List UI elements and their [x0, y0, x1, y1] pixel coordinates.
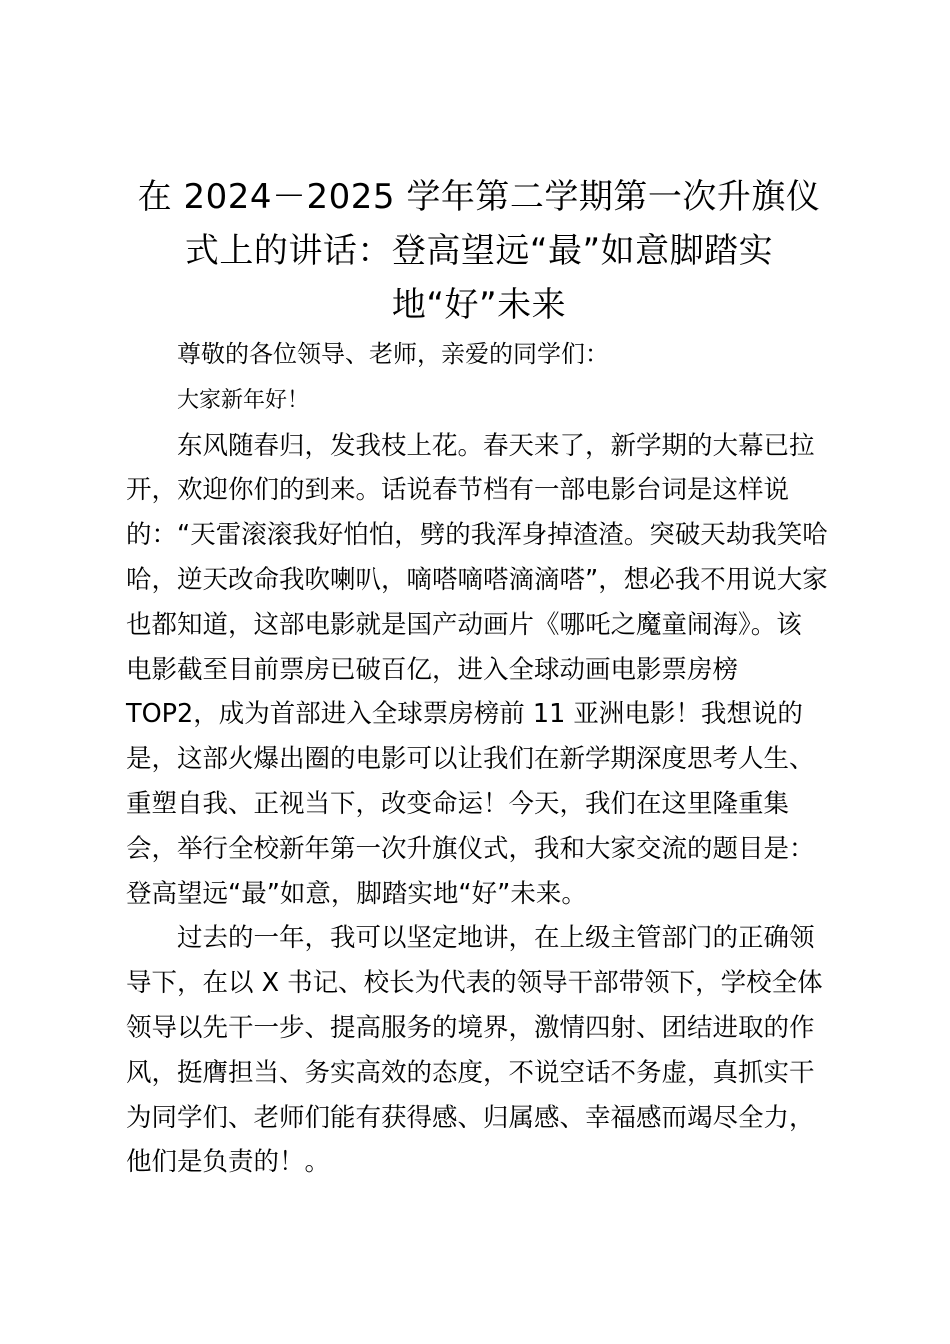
paragraph-line: 风，挺膺担当、务实高效的态度，不说空话不务虚，真抓实干 [126, 1057, 815, 1088]
paragraph-2 [126, 916, 832, 1185]
paragraph-line: 的：“天雷滚滚我好怕怕，劈的我浑身掉渣渣。突破天劫我笑哈 [126, 520, 828, 551]
paragraph-line: 会，举行全校新年第一次升旗仪式，我和大家交流的题目是： [126, 833, 815, 864]
paragraph-line: 领导以先干一步、提高服务的境界，激情四射、团结进取的作 [126, 1012, 815, 1043]
paragraph-line: 电影截至目前票房已破百亿，进入全球动画电影票房榜 [126, 654, 739, 685]
paragraph-line: 过去的一年，我可以坚定地讲，在上级主管部门的正确领 [177, 923, 815, 954]
paragraph-line: 他们是负责的！。 [126, 1147, 331, 1178]
document-title [126, 170, 832, 332]
paragraph-line: 重塑自我、正视当下，改变命运！今天，我们在这里隆重集 [126, 788, 790, 819]
paragraph-line: 导下，在以 X 书记、校长为代表的领导干部带领下，学校全体 [126, 968, 823, 999]
paragraph-line: TOP2，成为首部进入全球票房榜前 11 亚洲电影！我想说的 [126, 699, 803, 730]
document-page [126, 170, 832, 1185]
title-line-3: 地“好”未来 [391, 285, 567, 325]
greeting: 尊敬的各位领导、老师，亲爱的同学们： [177, 340, 609, 368]
paragraph-1 [126, 424, 832, 917]
paragraph-line: 登高望远“最”如意，脚踏实地“好”未来。 [126, 878, 587, 909]
paragraph-line: 开，欢迎你们的到来。话说春节档有一部电影台词是这样说 [126, 475, 790, 506]
paragraph-line: 也都知道，这部电影就是国产动画片《哪吒之魔童闹海》。该 [126, 609, 802, 640]
title-line-2: 式上的讲话：登高望远“最”如意脚踏实 [184, 231, 774, 271]
salutation: 大家新年好！ [177, 387, 310, 413]
paragraph-line: 为同学们、老师们能有获得感、归属感、幸福感而竭尽全力， [126, 1102, 815, 1133]
paragraph-line: 是，这部火爆出圈的电影可以让我们在新学期深度思考人生、 [126, 744, 815, 775]
paragraph-line: 东风随春归，发我枝上花。春天来了，新学期的大幕已拉 [177, 430, 815, 461]
paragraph-line: 哈，逆天改命我吹喇叭，嘀嗒嘀嗒滴滴嗒”，想必我不用说大家 [126, 564, 828, 595]
title-line-1: 在 2024－2025 学年第二学期第一次升旗仪 [137, 177, 821, 217]
